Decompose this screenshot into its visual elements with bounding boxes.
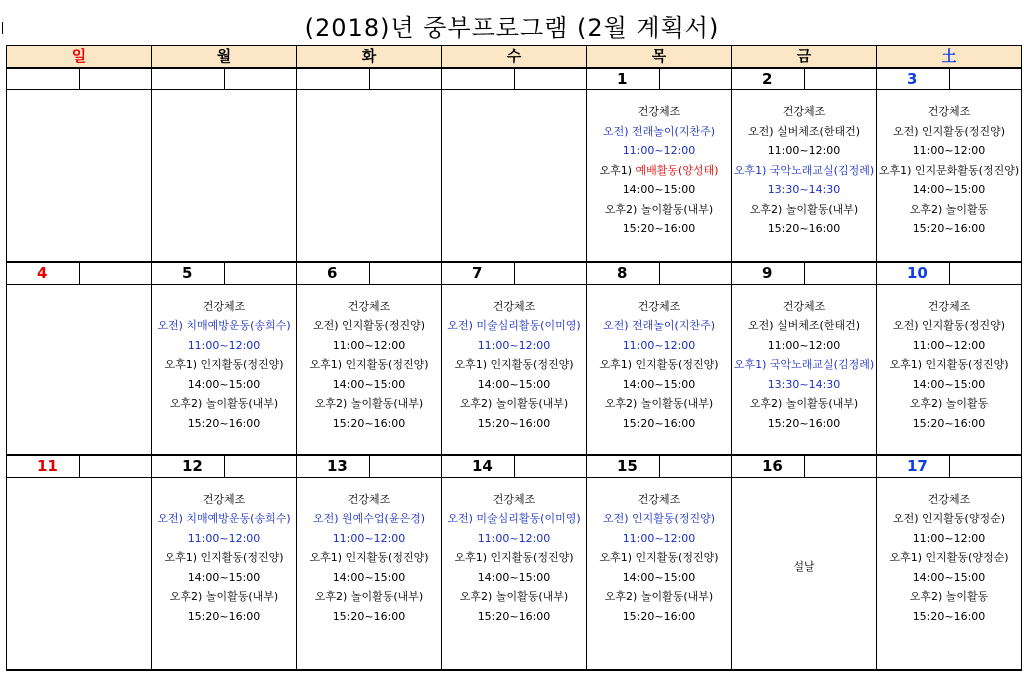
program-line: 오전) 인지활동(정진양) [312,319,425,333]
program-line: 11:00~12:00 [622,531,696,545]
program-line: 건강체조 [202,299,246,313]
date-number: 16 [732,455,805,477]
day-program-cell [152,477,297,670]
date-side-cell [225,68,297,90]
program-line: 오후1) 국악노래교실(김정례) [733,163,875,177]
date-number [442,68,515,90]
program-line: 11:00~12:00 [622,144,696,158]
day-program-cell [297,90,442,262]
program-line: 15:20~16:00 [622,222,696,236]
program-list [152,285,296,434]
program-line: 11:00~12:00 [622,338,696,352]
program-line: 14:00~15:00 [187,377,261,391]
day-program-cell [152,90,297,262]
week-1-program-row [7,90,1022,262]
weekday-header-sat: 土 [877,46,1022,68]
weekday-header-wed: 수 [442,46,587,68]
program-line: 오후1) 인지활동(정진양) [889,358,1009,372]
program-line: 오전) 치매예방운동(송희수) [157,319,291,333]
program-line: 14:00~15:00 [912,377,986,391]
program-line: 11:00~12:00 [912,338,986,352]
program-list [877,285,1021,434]
week-1-date-row [7,68,1022,90]
weekday-header-row [7,46,1022,68]
program-line: 13:30~14:30 [767,183,841,197]
program-line: 오후2) 놀이활동 [909,202,989,216]
date-side-cell [950,68,1022,90]
weekday-header-thu: 목 [587,46,732,68]
program-line: 오후2) 놀이활동(내부) [314,397,424,411]
program-line: 11:00~12:00 [477,338,551,352]
program-line: 오후1) 인지활동(정진양) [309,551,429,565]
day-program-cell [587,90,732,262]
date-number: 2 [732,68,805,90]
monthly-calendar [6,45,1022,671]
program-line: 오전) 치매예방운동(송희수) [157,512,291,526]
week-3-date-row [7,455,1022,477]
date-number: 9 [732,262,805,284]
program-line: 오후2) 놀이활동(내부) [314,590,424,604]
date-side-cell [80,68,152,90]
date-side-cell [805,68,877,90]
program-line: 14:00~15:00 [332,570,406,584]
day-program-cell [442,90,587,262]
program-line: 15:20~16:00 [912,222,986,236]
program-line: 오후1) 인지활동(정진양) [599,358,719,372]
program-line: 건강체조 [637,105,681,119]
date-side-cell [805,455,877,477]
date-number: 12 [152,455,225,477]
program-line: 11:00~12:00 [912,144,986,158]
program-line: 오후2) 놀이활동(내부) [459,397,569,411]
date-number: 11 [7,455,80,477]
program-line: 15:20~16:00 [622,609,696,623]
date-number [7,68,80,90]
program-line: 15:20~16:00 [767,222,841,236]
date-side-cell [370,68,442,90]
day-program-cell [442,284,587,455]
date-side-cell [660,68,732,90]
date-number: 17 [877,455,950,477]
day-program-cell [587,284,732,455]
program-list [297,478,441,627]
date-number: 5 [152,262,225,284]
program-line: 오후2) 놀이활동(내부) [169,397,279,411]
program-line: 오후1) 인지활동(정진양) [309,358,429,372]
date-side-cell [660,262,732,284]
program-line: 오후1) 인지활동(정진양) [164,358,284,372]
program-line: 14:00~15:00 [477,570,551,584]
program-line: 오후2) 놀이활동 [909,590,989,604]
day-program-cell [297,477,442,670]
program-line: 건강체조 [202,492,246,506]
day-program-cell [297,284,442,455]
program-list [442,285,586,434]
date-side-cell [225,262,297,284]
program-line: 14:00~15:00 [477,377,551,391]
program-line: 15:20~16:00 [477,416,551,430]
program-activity: 예배활동(양성태) [635,163,719,177]
weekday-header-mon: 월 [152,46,297,68]
program-line: 11:00~12:00 [187,338,261,352]
program-line: 11:00~12:00 [187,531,261,545]
program-line: 오전) 실버체조(한태건) [747,319,860,333]
date-number: 4 [7,262,80,284]
week-2-program-row [7,284,1022,455]
week-3-program-row [7,477,1022,670]
date-number: 1 [587,68,660,90]
program-slot-label: 오후1) [599,163,636,177]
program-line: 오후2) 놀이활동(내부) [604,590,714,604]
day-program-cell [7,90,152,262]
date-number: 3 [877,68,950,90]
program-line: 오후2) 놀이활동(내부) [749,202,859,216]
date-side-cell [80,455,152,477]
date-number [152,68,225,90]
date-side-cell [370,262,442,284]
program-line: 오전) 미술심리활동(이미영) [447,319,581,333]
page-title: (2018)년 중부프로그램 (2월 계획서) [304,14,720,42]
program-line: 15:20~16:00 [332,609,406,623]
program-line: 11:00~12:00 [767,144,841,158]
day-program-cell [442,477,587,670]
program-line: 오전) 인지활동(정진양) [893,319,1006,333]
program-line: 14:00~15:00 [622,377,696,391]
program-line: 오후2) 놀이활동(내부) [459,590,569,604]
week-2-date-row [7,262,1022,284]
program-line: 오후1) 인지활동(양정순) [889,551,1009,565]
weekday-header-sun: 일 [7,46,152,68]
program-line: 15:20~16:00 [477,609,551,623]
date-number [297,68,370,90]
program-line: 11:00~12:00 [477,531,551,545]
program-line: 오후1) 국악노래교실(김정례) [733,358,875,372]
program-line: 오후1) 인지활동(정진양) [454,358,574,372]
program-list [587,90,731,239]
program-line: 15:20~16:00 [912,609,986,623]
program-list [587,478,731,627]
program-line: 오전) 전래놀이(지찬주) [602,319,715,333]
program-line: 14:00~15:00 [622,183,696,197]
program-line: 11:00~12:00 [332,338,406,352]
date-side-cell [950,455,1022,477]
program-line: 오후2) 놀이활동(내부) [749,397,859,411]
program-line: 오전) 미술심리활동(이미영) [447,512,581,526]
program-list [732,285,876,434]
program-line: 14:00~15:00 [912,183,986,197]
day-program-cell [877,477,1022,670]
date-number: 10 [877,262,950,284]
day-program-cell [877,90,1022,262]
program-line: 오전) 원예수업(윤은경) [312,512,425,526]
program-list [587,285,731,434]
program-line: 11:00~12:00 [912,531,986,545]
day-program-cell [732,284,877,455]
date-side-cell [515,455,587,477]
day-program-cell [732,477,877,670]
program-line: 15:20~16:00 [187,416,261,430]
program-line: 오전) 인지활동(정진양) [602,512,715,526]
program-line: 건강체조 [637,299,681,313]
program-line: 15:20~16:00 [187,609,261,623]
program-line: 14:00~15:00 [187,570,261,584]
program-line: 건강체조 [927,299,971,313]
program-line: 건강체조 [637,492,681,506]
day-program-cell [877,284,1022,455]
date-side-cell [370,455,442,477]
program-line: 건강체조 [347,299,391,313]
program-list [152,478,296,627]
program-line: 건강체조 [927,492,971,506]
program-line: 15:20~16:00 [912,416,986,430]
day-program-cell [732,90,877,262]
date-number: 7 [442,262,515,284]
program-line: 건강체조 [492,492,536,506]
date-side-cell [950,262,1022,284]
program-line: 건강체조 [782,299,826,313]
program-line: 오전) 실버체조(한태건) [747,124,860,138]
program-line: 오후1) 인지활동(정진양) [164,551,284,565]
program-line: 오후2) 놀이활동(내부) [604,397,714,411]
program-list [732,90,876,239]
program-line: 건강체조 [927,105,971,119]
program-line: 14:00~15:00 [912,570,986,584]
program-line: 14:00~15:00 [622,570,696,584]
program-line: 건강체조 [782,105,826,119]
program-list [877,90,1021,239]
program-line: 오후2) 놀이활동 [909,397,989,411]
weekday-header-tue: 화 [297,46,442,68]
date-side-cell [515,68,587,90]
day-program-cell [152,284,297,455]
program-list [877,478,1021,627]
date-number: 13 [297,455,370,477]
date-number: 14 [442,455,515,477]
program-line: 15:20~16:00 [622,416,696,430]
program-line: 오전) 전래놀이(지찬주) [602,124,715,138]
program-line: 건강체조 [492,299,536,313]
program-line: 건강체조 [347,492,391,506]
date-side-cell [80,262,152,284]
program-list [442,478,586,627]
day-program-cell [7,477,152,670]
program-line: 14:00~15:00 [332,377,406,391]
date-number: 15 [587,455,660,477]
program-line: 오후1) 인지활동(정진양) [454,551,574,565]
weekday-header-fri: 금 [732,46,877,68]
date-side-cell [515,262,587,284]
program-line: 15:20~16:00 [332,416,406,430]
program-line: 오전) 인지활동(정진양) [893,124,1006,138]
date-side-cell [805,262,877,284]
day-program-cell [7,284,152,455]
program-line: 13:30~14:30 [767,377,841,391]
program-line: 오후1) 인지문화활동(정진양) [878,163,1020,177]
program-line: 15:20~16:00 [767,416,841,430]
program-line: 오후1) 인지활동(정진양) [599,551,719,565]
date-number: 6 [297,262,370,284]
date-number: 8 [587,262,660,284]
program-line: 오후2) 놀이활동(내부) [604,202,714,216]
program-line [587,161,731,181]
holiday-label: 설날 [793,559,815,573]
day-program-cell [587,477,732,670]
program-list [297,285,441,434]
program-line: 11:00~12:00 [332,531,406,545]
program-line: 오후2) 놀이활동(내부) [169,590,279,604]
program-line: 11:00~12:00 [767,338,841,352]
program-line: 오전) 인지활동(양정순) [893,512,1006,526]
date-side-cell [225,455,297,477]
date-side-cell [660,455,732,477]
